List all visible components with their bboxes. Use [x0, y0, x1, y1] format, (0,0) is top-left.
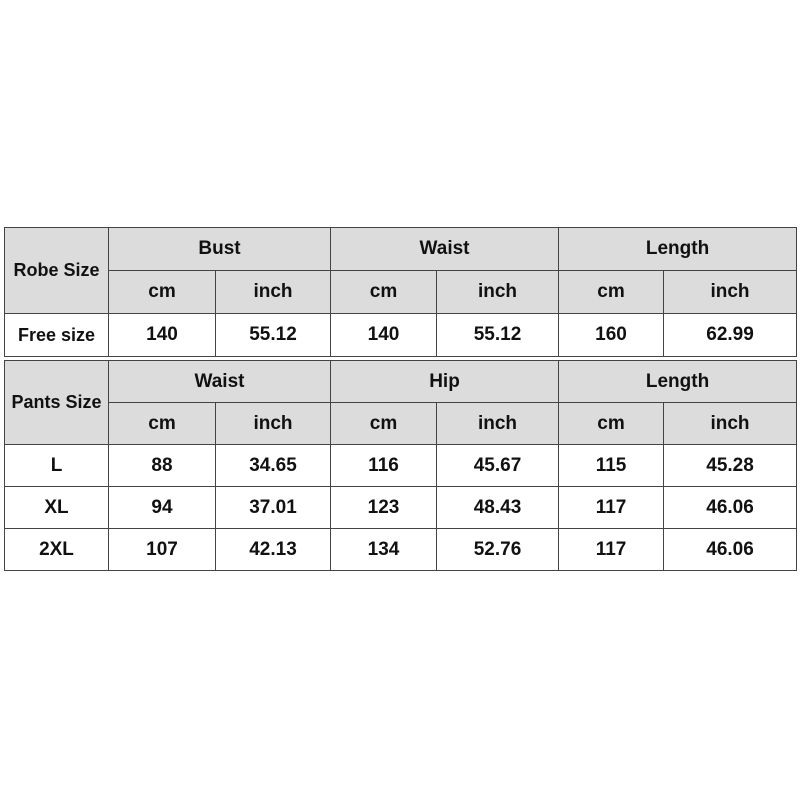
pants-group-length: Length: [559, 361, 797, 403]
pants-unit-cell: inch: [664, 403, 797, 445]
robe-size-header: Robe Size: [5, 228, 109, 314]
table-cell: 88: [109, 445, 216, 487]
table-cell: 46.06: [664, 529, 797, 571]
table-cell: 46.06: [664, 487, 797, 529]
robe-unit-cell: cm: [559, 271, 664, 314]
table-row: [5, 445, 797, 487]
table-cell: 160: [559, 314, 664, 357]
pants-group-waist: Waist: [109, 361, 331, 403]
table-cell: 45.28: [664, 445, 797, 487]
table-cell: 134: [331, 529, 437, 571]
table-cell: 117: [559, 529, 664, 571]
pants-size-table: [4, 360, 797, 571]
pants-size-label: XL: [5, 487, 109, 529]
pants-unit-row: [5, 403, 797, 445]
table-row: [5, 314, 797, 357]
robe-unit-cell: inch: [664, 271, 797, 314]
table-cell: 55.12: [437, 314, 559, 357]
robe-unit-cell: inch: [216, 271, 331, 314]
table-cell: 107: [109, 529, 216, 571]
table-cell: 48.43: [437, 487, 559, 529]
table-cell: 34.65: [216, 445, 331, 487]
table-cell: 117: [559, 487, 664, 529]
pants-size-label: L: [5, 445, 109, 487]
table-cell: 123: [331, 487, 437, 529]
pants-unit-cell: inch: [216, 403, 331, 445]
pants-unit-cell: inch: [437, 403, 559, 445]
robe-unit-cell: cm: [109, 271, 216, 314]
table-cell: 140: [109, 314, 216, 357]
pants-unit-cell: cm: [109, 403, 216, 445]
robe-header-row: [5, 228, 797, 271]
table-cell: 94: [109, 487, 216, 529]
robe-group-waist: Waist: [331, 228, 559, 271]
robe-group-length: Length: [559, 228, 797, 271]
pants-header-row: [5, 361, 797, 403]
table-cell: 55.12: [216, 314, 331, 357]
robe-unit-row: [5, 271, 797, 314]
pants-unit-cell: cm: [559, 403, 664, 445]
table-row: [5, 487, 797, 529]
table-cell: 140: [331, 314, 437, 357]
pants-size-label: 2XL: [5, 529, 109, 571]
robe-size-table: [4, 227, 797, 357]
table-cell: 115: [559, 445, 664, 487]
pants-unit-cell: cm: [331, 403, 437, 445]
robe-unit-cell: inch: [437, 271, 559, 314]
pants-group-hip: Hip: [331, 361, 559, 403]
table-cell: 62.99: [664, 314, 797, 357]
table-cell: 45.67: [437, 445, 559, 487]
table-cell: 52.76: [437, 529, 559, 571]
robe-size-label: Free size: [5, 314, 109, 357]
table-cell: 42.13: [216, 529, 331, 571]
table-row: [5, 529, 797, 571]
table-cell: 116: [331, 445, 437, 487]
robe-group-bust: Bust: [109, 228, 331, 271]
table-cell: 37.01: [216, 487, 331, 529]
pants-size-header: Pants Size: [5, 361, 109, 445]
robe-unit-cell: cm: [331, 271, 437, 314]
